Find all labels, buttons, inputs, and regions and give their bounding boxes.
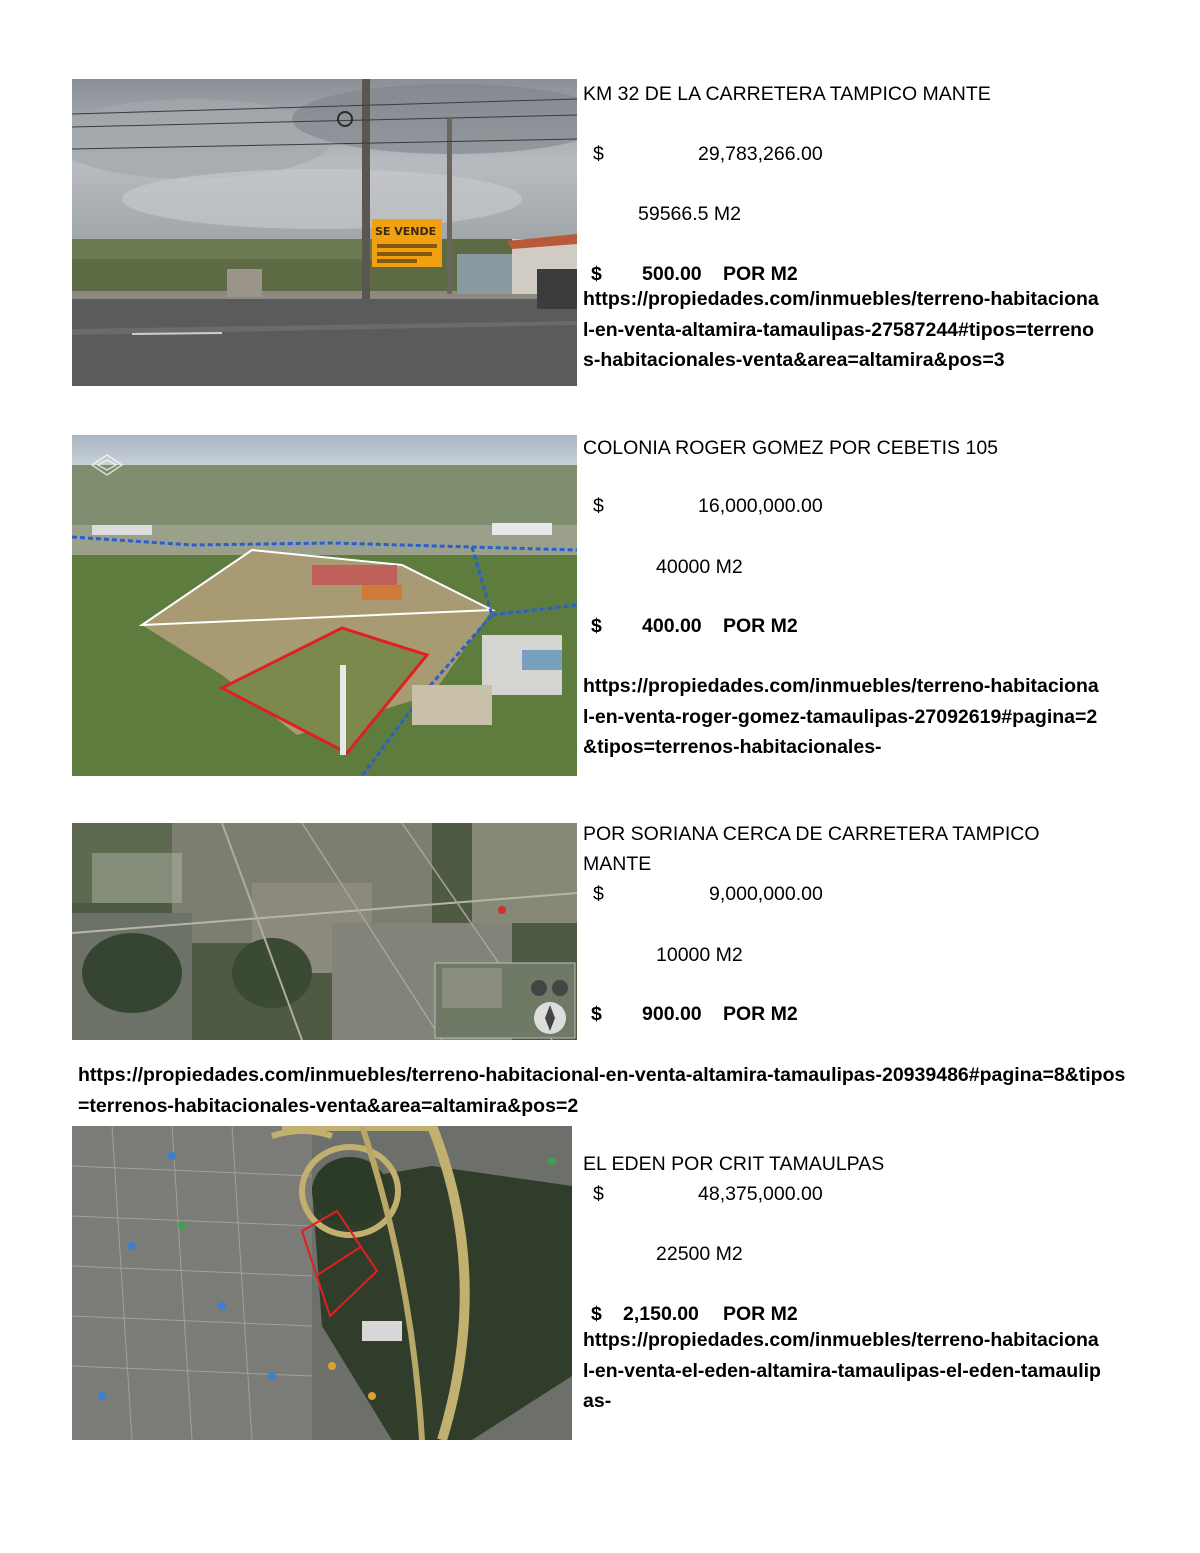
listing-1-photo bbox=[72, 79, 577, 386]
listing-2-info bbox=[583, 433, 1103, 763]
listing-1-ppm-currency: $ bbox=[591, 263, 602, 285]
listing-3-url[interactable]: https://propiedades.com/inmuebles/terreno-habitacional-en-venta-altamira-tamaulipas-20939486#pagina=8&tipos=terrenos-habitacionales-venta&area=altamira&pos=2 bbox=[78, 1064, 1126, 1117]
listing-3-info bbox=[583, 819, 1103, 1049]
listing-1-url[interactable]: https://propiedades.com/inmuebles/terreno-habitacional-en-venta-altamira-tamaulipas-27587244#tipos=terrenos-habitacionales-venta&area=altamira&pos=3 bbox=[583, 288, 1099, 371]
listing-2-per-m2-label: POR M2 bbox=[723, 615, 798, 637]
listing-1-price: 29,783,266.00 bbox=[698, 143, 823, 165]
listing-2-price-per-m2: 400.00 bbox=[642, 615, 702, 637]
listing-4-currency: $ bbox=[593, 1183, 604, 1205]
listing-3-title-line2: MANTE bbox=[583, 853, 652, 875]
listing-1-currency: $ bbox=[593, 143, 604, 165]
listing-1-title: KM 32 DE LA CARRETERA TAMPICO MANTE bbox=[583, 83, 991, 105]
listing-3-photo bbox=[72, 823, 577, 1040]
listing-3-per-m2-label: POR M2 bbox=[723, 1003, 798, 1025]
listing-4-photo bbox=[72, 1126, 572, 1440]
listing-3-price-per-m2: 900.00 bbox=[642, 1003, 702, 1025]
listing-3-title-line1: POR SORIANA CERCA DE CARRETERA TAMPICO bbox=[583, 823, 1040, 845]
listing-4-per-m2-label: POR M2 bbox=[723, 1303, 798, 1325]
sign-text: SE VENDE bbox=[375, 225, 437, 238]
listing-4-area: 22500 M2 bbox=[656, 1243, 743, 1265]
listing-1-info bbox=[583, 79, 1103, 409]
listing-3-area: 10000 M2 bbox=[656, 944, 743, 966]
listing-4-ppm-currency: $ bbox=[591, 1303, 602, 1325]
listing-1-price-per-m2: 500.00 bbox=[642, 263, 702, 285]
listing-2-area: 40000 M2 bbox=[656, 556, 743, 578]
listing-2-currency: $ bbox=[593, 495, 604, 517]
listing-3-ppm-currency: $ bbox=[591, 1003, 602, 1025]
listing-2-title: COLONIA ROGER GOMEZ POR CEBETIS 105 bbox=[583, 437, 999, 459]
listing-4-url[interactable]: https://propiedades.com/inmuebles/terreno-habitacional-en-venta-el-eden-altamira-tamaulipas-el-eden-tamaulipas- bbox=[583, 1329, 1101, 1412]
listing-3-price: 9,000,000.00 bbox=[709, 883, 823, 905]
listing-2-ppm-currency: $ bbox=[591, 615, 602, 637]
listing-4-title: EL EDEN POR CRIT TAMAULPAS bbox=[583, 1153, 885, 1175]
listing-2-price: 16,000,000.00 bbox=[698, 495, 823, 517]
listing-4-info bbox=[583, 1149, 1103, 1449]
listing-3-currency: $ bbox=[593, 883, 604, 905]
listing-1-per-m2-label: POR M2 bbox=[723, 263, 798, 285]
listing-1-area: 59566.5 M2 bbox=[638, 203, 741, 225]
listing-2-url[interactable]: https://propiedades.com/inmuebles/terreno-habitacional-en-venta-roger-gomez-tamaulipas-27092619#pagina=2&tipos=terrenos-habitacionales- bbox=[583, 675, 1099, 758]
listing-4-price-per-m2: 2,150.00 bbox=[623, 1303, 699, 1325]
listing-2-photo bbox=[72, 435, 577, 776]
listing-4-price: 48,375,000.00 bbox=[698, 1183, 823, 1205]
